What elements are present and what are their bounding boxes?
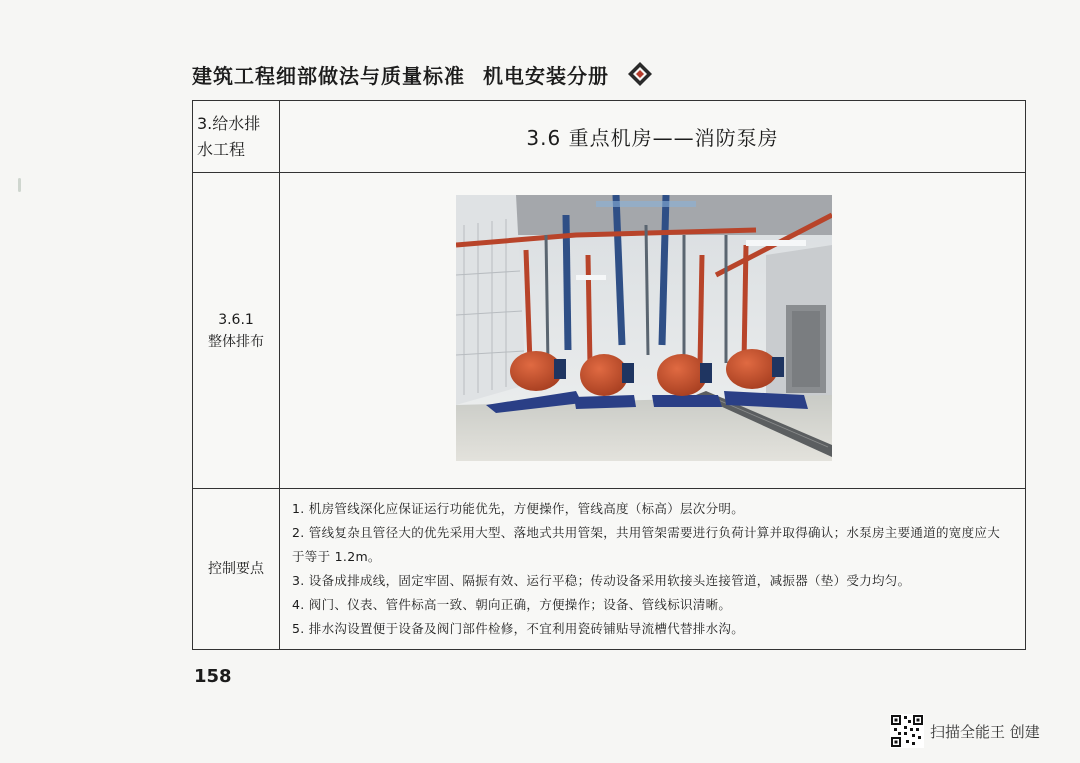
page-number: 158 <box>194 666 232 687</box>
book-title: 建筑工程细部做法与质量标准 <box>192 63 465 88</box>
qr-code-icon <box>890 714 924 748</box>
control-label: 控制要点 <box>193 489 280 650</box>
section-cell <box>193 101 280 173</box>
photo-row <box>193 173 1026 489</box>
control-points-list <box>280 489 1025 649</box>
scanner-watermark <box>890 714 1040 748</box>
table-title: 3.6 重点机房——消防泵房 <box>280 101 1026 173</box>
photo-cell <box>280 173 1026 489</box>
table-header-row <box>193 101 1026 173</box>
control-points-row <box>193 489 1026 650</box>
control-point-4: 4. 阀门、仪表、管件标高一致、朝向正确，方便操作；设备、管线标识清晰。 <box>292 597 732 612</box>
book-header <box>192 56 653 92</box>
section-label-line-1: 3.给水排 <box>197 113 261 133</box>
section-label-line-2: 水工程 <box>197 139 246 159</box>
control-point-3: 3. 设备成排成线，固定牢固、隔振有效、运行平稳；传动设备采用软接头连接管道，减振器（垫）受力均匀。 <box>292 573 911 588</box>
volume-title: 机电安装分册 <box>483 63 609 88</box>
subsection-name: 整体排布 <box>208 333 264 350</box>
control-point-5: 5. 排水沟设置便于设备及阀门部件检修，不宜利用瓷砖铺贴导流槽代替排水沟。 <box>292 621 745 636</box>
subsection-number: 3.6.1 <box>218 311 254 328</box>
standard-table <box>192 100 1026 650</box>
pump-room-photo <box>456 195 832 461</box>
control-point-1: 1. 机房管线深化应保证运行功能优先，方便操作，管线高度（标高）层次分明。 <box>292 501 745 516</box>
subsection-cell <box>193 173 280 489</box>
watermark-text: 扫描全能王 创建 <box>930 722 1040 741</box>
page-edge-mark <box>18 178 21 192</box>
control-point-2: 2. 管线复杂且管径大的优先采用大型、落地式共用管架，共用管架需要进行负荷计算并取得确认；水泵房主要通道的宽度应大于等于 1.2m。 <box>292 525 1001 564</box>
publisher-logo-icon <box>627 61 653 87</box>
control-points-cell <box>280 489 1026 650</box>
